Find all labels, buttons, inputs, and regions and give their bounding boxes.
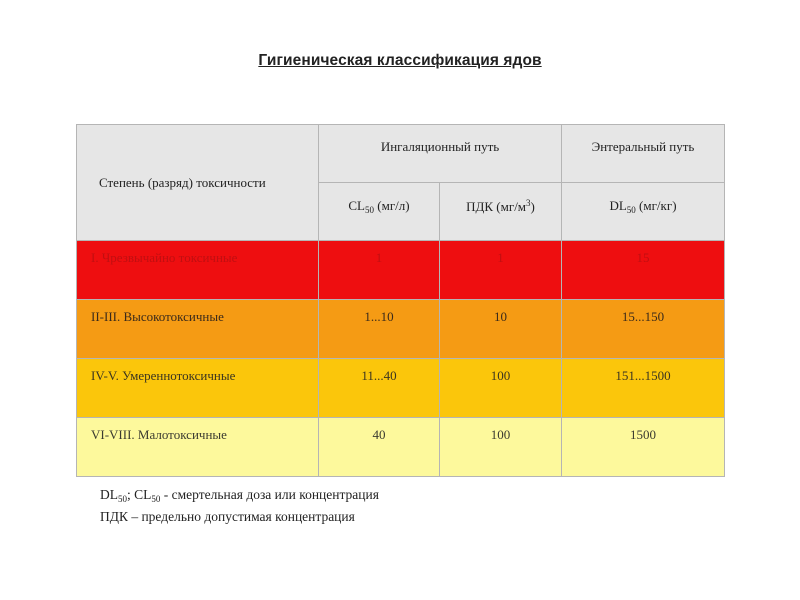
dl50-unit: (мг/кг) <box>635 198 677 213</box>
pdk-label: ПДК (мг/м <box>466 199 527 214</box>
header-degree-label: Степень (разряд) токсичности <box>99 174 266 190</box>
footnote-line-1 <box>100 486 379 508</box>
dl50-label: DL <box>609 198 627 213</box>
footnote-line-2: ПДК – предельно допустимая концентрация <box>100 509 355 524</box>
row-cl50: 1...10 <box>319 300 440 359</box>
footnotes <box>100 486 379 525</box>
header-degree <box>77 125 319 241</box>
row-dl50: 15 <box>562 241 725 300</box>
header-dl50 <box>562 183 725 241</box>
row-category: IV-V. Умереннотоксичные <box>77 359 319 418</box>
header-inhalation <box>319 125 562 183</box>
header-cl50 <box>319 183 440 241</box>
table-row <box>77 300 725 359</box>
row-cl50: 40 <box>319 418 440 477</box>
page-title: Гигиеническая классификация ядов <box>258 52 542 69</box>
row-dl50: 15...150 <box>562 300 725 359</box>
row-cl50: 11...40 <box>319 359 440 418</box>
note-text: - смертельная доза или концентрация <box>160 487 379 502</box>
note-dl: DL <box>100 487 118 502</box>
note-dl-subscript: 50 <box>118 494 127 504</box>
row-pdk: 100 <box>440 418 562 477</box>
cl50-label: CL <box>348 198 366 213</box>
dl50-subscript: 50 <box>626 205 636 215</box>
note-cl-subscript: 50 <box>151 494 161 504</box>
header-inhalation-label: Ингаляционный путь <box>380 139 500 154</box>
row-category: VI-VIII. Малотоксичные <box>77 418 319 477</box>
row-dl50: 1500 <box>562 418 725 477</box>
header-pdk <box>440 183 562 241</box>
header-enteral-label: Энтеральный путь <box>591 139 695 154</box>
note-separator: ; CL <box>127 487 152 502</box>
cl50-subscript: 50 <box>365 205 375 215</box>
pdk-close: ) <box>530 199 535 214</box>
row-pdk: 100 <box>440 359 562 418</box>
cl50-unit: (мг/л) <box>374 198 410 213</box>
row-dl50: 151...1500 <box>562 359 725 418</box>
row-pdk: 1 <box>440 241 562 300</box>
table-row <box>77 359 725 418</box>
table-row <box>77 241 725 300</box>
row-cl50: 1 <box>319 241 440 300</box>
pdk-superscript: 3 <box>526 198 531 208</box>
toxicity-table <box>76 124 725 477</box>
row-category: I. Чрезвычайно токсичные <box>77 241 319 300</box>
row-pdk: 10 <box>440 300 562 359</box>
row-category: II-III. Высокотоксичные <box>77 300 319 359</box>
table-row <box>77 418 725 477</box>
header-enteral <box>562 125 725 183</box>
